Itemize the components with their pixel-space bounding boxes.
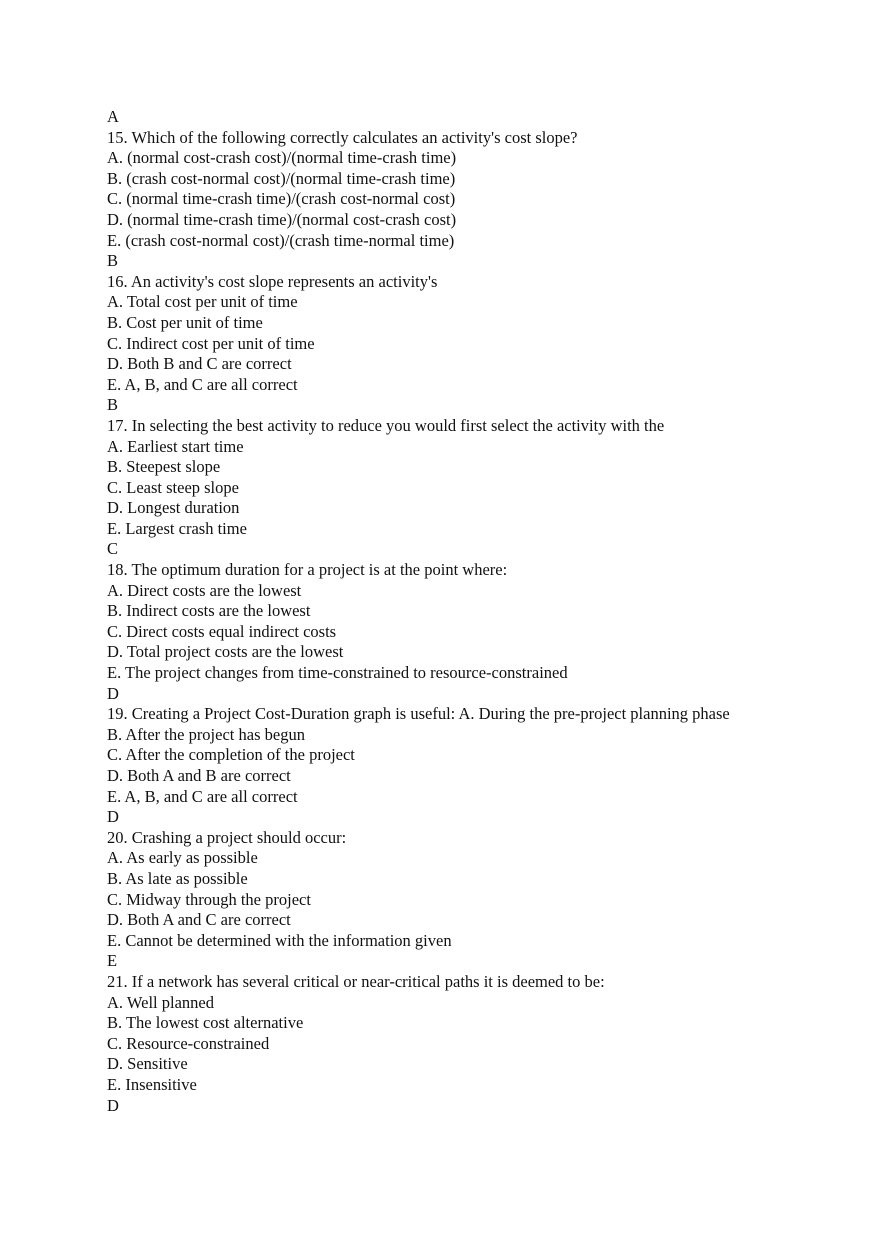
option-c: C. Direct costs equal indirect costs xyxy=(107,621,337,641)
option-e: E. A, B, and C are all correct xyxy=(107,786,298,806)
option-b: B. Cost per unit of time xyxy=(107,312,263,332)
option-b: B. After the project has begun xyxy=(107,724,305,744)
option-c: C. After the completion of the project xyxy=(107,745,355,765)
option-b: B. (crash cost-normal cost)/(normal time-crash time) xyxy=(107,168,456,188)
option-b: B. The lowest cost alternative xyxy=(107,1013,304,1033)
answer-line: A xyxy=(107,107,119,126)
question-15: 15. Which of the following correctly calculates an activity's cost slope? xyxy=(107,127,578,147)
question-18: 18. The optimum duration for a project is at the point where: xyxy=(107,560,508,580)
option-a: A. As early as possible xyxy=(107,848,258,868)
option-b: B. Indirect costs are the lowest xyxy=(107,601,311,621)
option-c: C. Midway through the project xyxy=(107,889,311,909)
question-20: 20. Crashing a project should occur: xyxy=(107,827,347,847)
option-d: D. Both A and C are correct xyxy=(107,910,291,930)
question-17: 17. In selecting the best activity to reduce you would first select the activity with the xyxy=(107,415,665,435)
option-a: A. Direct costs are the lowest xyxy=(107,580,302,600)
option-d: D. Sensitive xyxy=(107,1054,188,1074)
option-e: E. (crash cost-normal cost)/(crash time-normal time) xyxy=(107,230,455,250)
question-16: 16. An activity's cost slope represents an activity's xyxy=(107,271,438,291)
option-d: D. (normal time-crash time)/(normal cost-crash cost) xyxy=(107,209,457,229)
answer-line: D xyxy=(107,807,119,827)
option-e: E. Cannot be determined with the information given xyxy=(107,930,452,950)
option-d: D. Both A and B are correct xyxy=(107,766,291,785)
answer-line: D xyxy=(107,1095,119,1115)
answer-line: D xyxy=(107,683,119,703)
option-c: C. Resource-constrained xyxy=(107,1033,270,1053)
answer-line: B xyxy=(107,395,119,415)
option-e: E. The project changes from time-constrained to resource-constrained xyxy=(107,663,568,683)
option-a: A. Earliest start time xyxy=(107,436,244,456)
document-page xyxy=(107,107,757,1116)
answer-line: C xyxy=(107,539,119,559)
option-a: A. (normal cost-crash cost)/(normal time-crash time) xyxy=(107,148,457,168)
option-a: A. Total cost per unit of time xyxy=(107,292,298,312)
option-d: D. Total project costs are the lowest xyxy=(107,642,344,662)
option-e: E. Insensitive xyxy=(107,1074,197,1094)
question-19: 19. Creating a Project Cost-Duration graph is useful: A. During the pre-project planning phase xyxy=(107,704,730,724)
option-c: C. (normal time-crash time)/(crash cost-normal cost) xyxy=(107,189,456,209)
question-21: 21. If a network has several critical or near-critical paths it is deemed to be: xyxy=(107,971,605,991)
option-a: A. Well planned xyxy=(107,992,214,1012)
option-e: E. A, B, and C are all correct xyxy=(107,374,298,394)
option-d: D. Longest duration xyxy=(107,498,240,518)
answer-line: E xyxy=(107,951,118,971)
option-c: C. Indirect cost per unit of time xyxy=(107,333,315,353)
option-c: C. Least steep slope xyxy=(107,477,239,497)
option-d: D. Both B and C are correct xyxy=(107,354,292,374)
answer-line: B xyxy=(107,251,119,271)
option-e: E. Largest crash time xyxy=(107,518,247,538)
option-b: B. As late as possible xyxy=(107,868,248,888)
option-b: B. Steepest slope xyxy=(107,457,221,477)
